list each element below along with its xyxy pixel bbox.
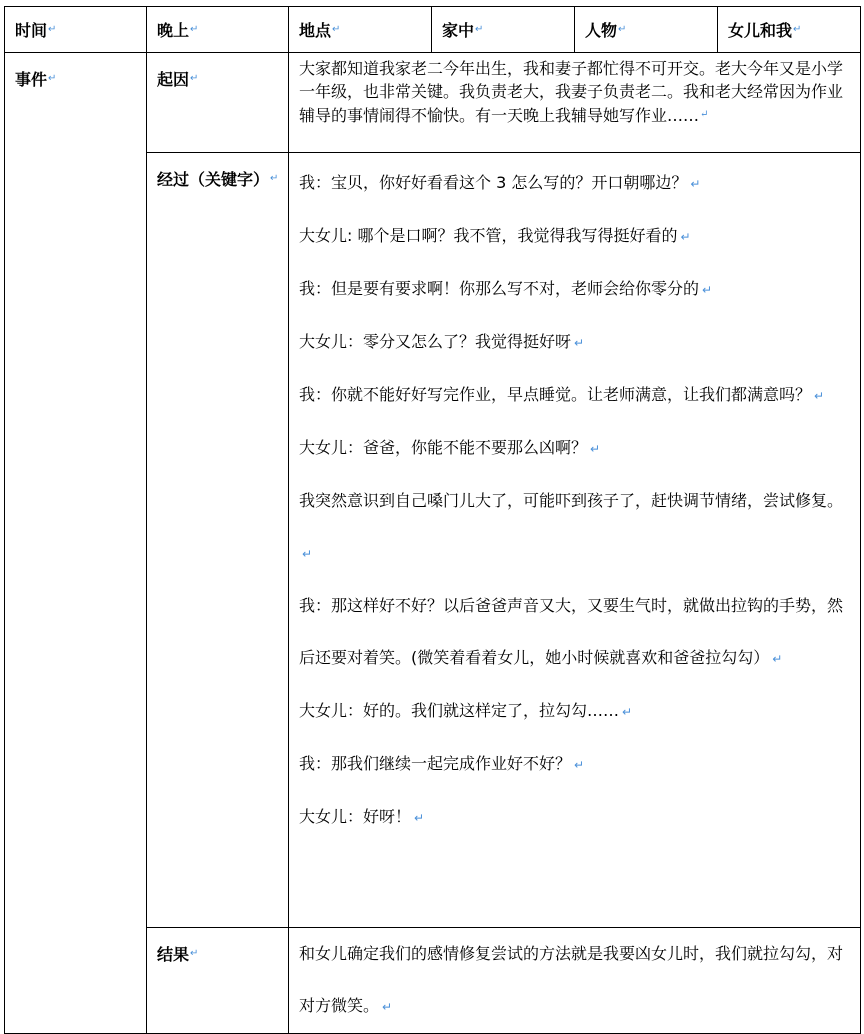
time-label: 时间 [15, 21, 48, 40]
dialogue-line: 大女儿：好呀！ ↵ [299, 807, 425, 826]
time-label-cell [5, 7, 147, 53]
event-record-table [4, 6, 861, 1034]
cause-label-cell [147, 53, 289, 153]
dialogue-line: 我：但是要有要求啊！你那么写不对，老师会给你零分的 ↵ [299, 279, 713, 298]
paragraph-mark-icon: ↵ [190, 24, 199, 35]
return-arrow-icon: ↵ [680, 230, 691, 244]
time-value-cell [147, 7, 289, 53]
cause-label: 起因 [157, 70, 190, 89]
dialogue-line: 我：宝贝，你好好看看这个 3 怎么写的？开口朝哪边？ ↵ [299, 173, 701, 192]
time-value: 晚上 [157, 21, 190, 40]
result-label: 结果 [157, 945, 190, 964]
dialogue-list [299, 153, 854, 927]
people-label: 人物 [585, 21, 618, 40]
dialogue-line: 我突然意识到自己嗓门儿大了，可能吓到孩子了，赶快调节情绪，尝试修复。↵ [299, 491, 844, 561]
place-value-cell [432, 7, 575, 53]
process-label: 经过（关键字） [157, 170, 270, 189]
return-arrow-icon: ↵ [302, 547, 313, 561]
process-label-cell [147, 153, 289, 928]
people-value: 女儿和我 [728, 21, 793, 40]
result-label-cell [147, 928, 289, 1034]
result-text: 和女儿确定我们的感情修复尝试的方法就是我要凶女儿时，我们就拉勾勾，对对方微笑。 [299, 944, 844, 1015]
paragraph-mark-icon: ↵ [618, 24, 627, 35]
paragraph-mark-icon: ↵ [270, 173, 279, 184]
dialogue-line: 大女儿：零分又怎么了？我觉得挺好呀 ↵ [299, 332, 585, 351]
people-value-cell [718, 7, 861, 53]
paragraph-mark-icon: ↵ [700, 109, 709, 120]
paragraph-mark-icon: ↵ [332, 24, 341, 35]
dialogue-line: 我：你就不能好好写完作业，早点睡觉。让老师满意，让我们都满意吗？ ↵ [299, 385, 825, 404]
return-arrow-icon: ↵ [574, 336, 585, 350]
place-value: 家中 [442, 21, 475, 40]
place-label-cell [289, 7, 432, 53]
paragraph-mark-icon: ↵ [48, 24, 57, 35]
cause-row [5, 53, 861, 153]
dialogue-line: 我：那我们继续一起完成作业好不好？ ↵ [299, 754, 585, 773]
dialogue-line: 我：那这样好不好？以后爸爸声音又大，又要生气时，就做出拉钩的手势，然后还要对着笑。(微笑着看着女儿，她小时候就喜欢和爸爸拉勾勾） ↵ [299, 596, 844, 667]
dialogue-line: 大女儿：爸爸，你能不能不要那么凶啊？ ↵ [299, 438, 601, 457]
paragraph-mark-icon: ↵ [48, 73, 57, 84]
return-arrow-icon: ↵ [574, 758, 585, 772]
cause-text: 大家都知道我家老二今年出生，我和妻子都忙得不可开交。老大今年又是小学一年级，也非常关键。我负责老大，我妻子负责老二。我和老大经常因为作业辅导的事情闹得不愉快。有一天晚上我辅导她写作业…… [299, 59, 844, 125]
paragraph-mark-icon: ↵ [793, 24, 802, 35]
return-arrow-icon: ↵ [814, 389, 825, 403]
event-label-cell [5, 53, 147, 1034]
dialogue-line: 大女儿: 哪个是口啊？我不管，我觉得我写得挺好看的 ↵ [299, 226, 691, 245]
paragraph-mark-icon: ↵ [475, 24, 484, 35]
return-arrow-icon: ↵ [772, 652, 783, 666]
return-arrow-icon: ↵ [414, 811, 425, 825]
return-arrow-icon: ↵ [702, 283, 713, 297]
paragraph-mark-icon: ↵ [190, 73, 199, 84]
place-label: 地点 [299, 21, 332, 40]
header-row [5, 7, 861, 53]
return-arrow-icon: ↵ [590, 442, 601, 456]
return-arrow-icon: ↵ [622, 705, 633, 719]
process-dialogue-cell [289, 153, 861, 928]
event-label: 事件 [15, 70, 48, 89]
cause-text-cell [289, 53, 861, 153]
dialogue-line: 大女儿：好的。我们就这样定了，拉勾勾…… ↵ [299, 701, 633, 720]
people-label-cell [575, 7, 718, 53]
return-arrow-icon: ↵ [382, 1000, 393, 1014]
return-arrow-icon: ↵ [690, 177, 701, 191]
paragraph-mark-icon: ↵ [190, 948, 199, 959]
result-text-cell [289, 928, 861, 1034]
